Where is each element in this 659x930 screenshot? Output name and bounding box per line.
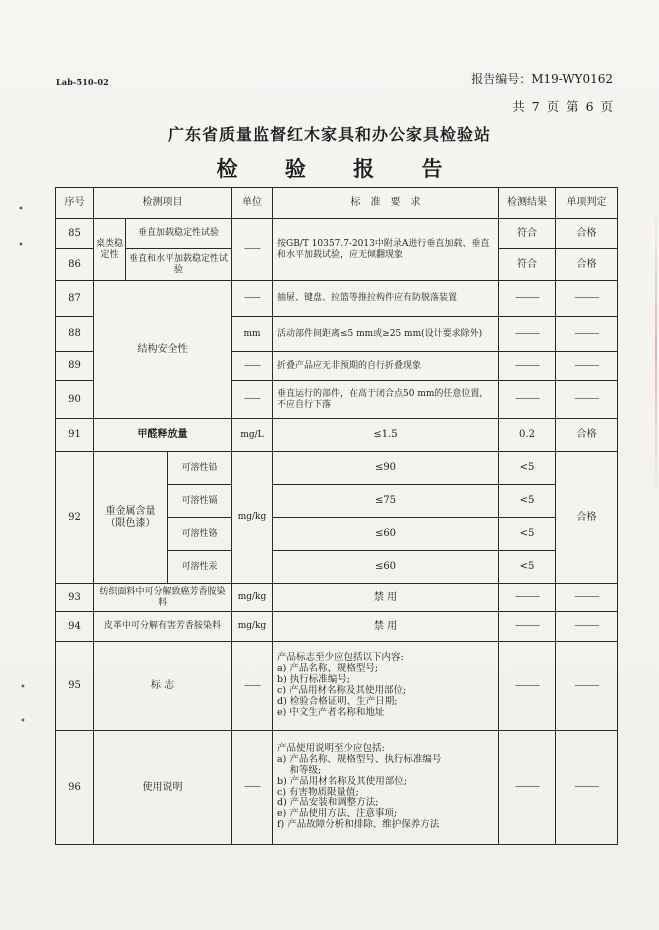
col-header-requirement: 标 准 要 求 — [273, 188, 499, 219]
inspection-table — [55, 187, 618, 845]
item-name: 垂直加载稳定性试验 — [126, 219, 232, 249]
organization-name: 广东省质量监督红木家具和办公家具检验站 — [167, 125, 491, 144]
unit: mg/L — [232, 419, 273, 452]
requirement: ≤60 — [273, 551, 499, 584]
unit: —— — [232, 352, 273, 381]
item-name: 纺织面料中可分解致癌芳香胺染料 — [94, 584, 232, 612]
col-header-unit: 单位 — [232, 188, 273, 219]
group-label: 重金属含量（限色漆） — [94, 452, 168, 584]
item-name: 可溶性铬 — [168, 518, 232, 551]
requirement: 折叠产品应无非预期的自行折叠现象 — [273, 352, 499, 381]
item-name: 可溶性汞 — [168, 551, 232, 584]
requirement: ≤75 — [273, 485, 499, 518]
result: <5 — [499, 485, 556, 518]
item-name: 标 志 — [94, 642, 232, 731]
unit: mg/kg — [232, 452, 273, 584]
row-number: 85 — [56, 219, 94, 249]
table-row — [56, 419, 618, 452]
verdict: ——— — [556, 381, 618, 419]
result: ——— — [499, 642, 556, 731]
punch-mark: • — [18, 204, 24, 215]
unit: mg/kg — [232, 612, 273, 642]
list-item: 产品标志至少应包括以下内容: — [277, 652, 404, 664]
table-row — [56, 642, 618, 731]
unit: —— — [232, 642, 273, 731]
requirement: 垂直运行的部件，在高于闭合点50 mm的任意位置，不应自行下落 — [273, 381, 499, 419]
requirement: ≤60 — [273, 518, 499, 551]
row-number: 92 — [56, 452, 94, 584]
col-header-verdict: 单项判定 — [556, 188, 618, 219]
item-name: 可溶性铅 — [168, 452, 232, 485]
requirement: 禁 用 — [273, 584, 499, 612]
list-item: 产品使用说明至少应包括: — [277, 742, 385, 754]
requirement: 禁 用 — [273, 612, 499, 642]
table-row — [56, 452, 618, 485]
result: 符合 — [499, 219, 556, 249]
col-header-item: 检测项目 — [94, 188, 232, 219]
list-item: a) 产品名称、规格型号、执行标准编号 — [277, 753, 442, 765]
unit: —— — [232, 219, 273, 281]
result: <5 — [499, 551, 556, 584]
row-number: 89 — [56, 352, 94, 381]
result: ——— — [499, 281, 556, 317]
table-header-row — [56, 188, 618, 219]
list-item: e) 中文生产者名称和地址 — [277, 706, 385, 718]
list-item: b) 执行标准编号; — [277, 674, 351, 686]
page-info: 共 7 页 第 6 页 — [512, 99, 613, 114]
result: ——— — [499, 731, 556, 845]
list-item: 和等级; — [277, 764, 322, 776]
result: ——— — [499, 612, 556, 642]
edge-stain — [655, 200, 657, 500]
verdict: ——— — [556, 731, 618, 845]
table-row — [56, 281, 618, 317]
item-name: 可溶性镉 — [168, 485, 232, 518]
result: ——— — [499, 381, 556, 419]
verdict: ——— — [556, 584, 618, 612]
verdict: ——— — [556, 642, 618, 731]
requirement: 按GB/T 10357.7-2013中附录A进行垂直加载、垂直和水平加载试验，应无倾翻现象 — [273, 219, 499, 281]
list-item: a) 产品名称、规格型号; — [277, 663, 379, 675]
list-item: c) 产品用材名称及其使用部位; — [277, 685, 407, 696]
requirement: 活动部件间距离≤5 mm或≥25 mm(设计要求除外) — [273, 317, 499, 352]
lab-code: Lab-510-02 — [56, 77, 109, 87]
list-item: d) 产品安装和调整方法; — [277, 797, 379, 809]
result: <5 — [499, 518, 556, 551]
verdict: ——— — [556, 281, 618, 317]
row-number: 91 — [56, 419, 94, 452]
verdict: ——— — [556, 352, 618, 381]
result: ——— — [499, 317, 556, 352]
punch-mark: • — [20, 716, 26, 727]
col-header-no: 序号 — [56, 188, 94, 219]
table-row — [56, 584, 618, 612]
item-name: 使用说明 — [94, 731, 232, 845]
punch-mark: • — [18, 240, 24, 251]
item-name: 皮革中可分解有害芳香胺染料 — [94, 612, 232, 642]
col-header-result: 检测结果 — [499, 188, 556, 219]
verdict: ——— — [556, 612, 618, 642]
verdict: 合格 — [556, 219, 618, 249]
verdict: 合格 — [556, 452, 618, 584]
unit: —— — [232, 381, 273, 419]
result: ——— — [499, 584, 556, 612]
requirement: ≤90 — [273, 452, 499, 485]
unit: mg/kg — [232, 584, 273, 612]
table-row — [56, 612, 618, 642]
verdict: ——— — [556, 317, 618, 352]
unit: —— — [232, 731, 273, 845]
row-number: 86 — [56, 249, 94, 281]
list-item: f) 产品故障分析和排除、维护保养方法 — [277, 819, 440, 831]
result: 0.2 — [499, 419, 556, 452]
verdict: 合格 — [556, 419, 618, 452]
row-number: 87 — [56, 281, 94, 317]
list-item: e) 产品使用方法、注意事项; — [277, 808, 398, 820]
punch-mark: • — [20, 682, 26, 693]
requirement-list — [273, 731, 499, 845]
report-title: 检 验 报 告 — [216, 156, 463, 181]
unit: —— — [232, 281, 273, 317]
row-number: 96 — [56, 731, 94, 845]
requirement: 抽屉、键盘、拉篮等推拉构件应有防脱落装置 — [273, 281, 499, 317]
row-number: 95 — [56, 642, 94, 731]
table-row — [56, 219, 618, 249]
verdict: 合格 — [556, 249, 618, 281]
result: <5 — [499, 452, 556, 485]
list-item: c) 有害物质限量值; — [277, 786, 359, 798]
report-number: 报告编号：M19-WY0162 — [471, 72, 613, 86]
row-number: 94 — [56, 612, 94, 642]
requirement-list — [273, 642, 499, 731]
list-item: d) 检验合格证明、生产日期; — [277, 695, 398, 707]
group-label: 结构安全性 — [94, 281, 232, 419]
row-number: 93 — [56, 584, 94, 612]
table-row — [56, 731, 618, 845]
list-item: b) 产品用材名称及其使用部位; — [277, 775, 408, 787]
unit: mm — [232, 317, 273, 352]
result: ——— — [499, 352, 556, 381]
group-label: 桌类稳定性 — [94, 219, 126, 281]
row-number: 88 — [56, 317, 94, 352]
item-name: 垂直和水平加载稳定性试验 — [126, 249, 232, 281]
requirement: ≤1.5 — [273, 419, 499, 452]
result: 符合 — [499, 249, 556, 281]
row-number: 90 — [56, 381, 94, 419]
item-name: 甲醛释放量 — [94, 419, 232, 452]
